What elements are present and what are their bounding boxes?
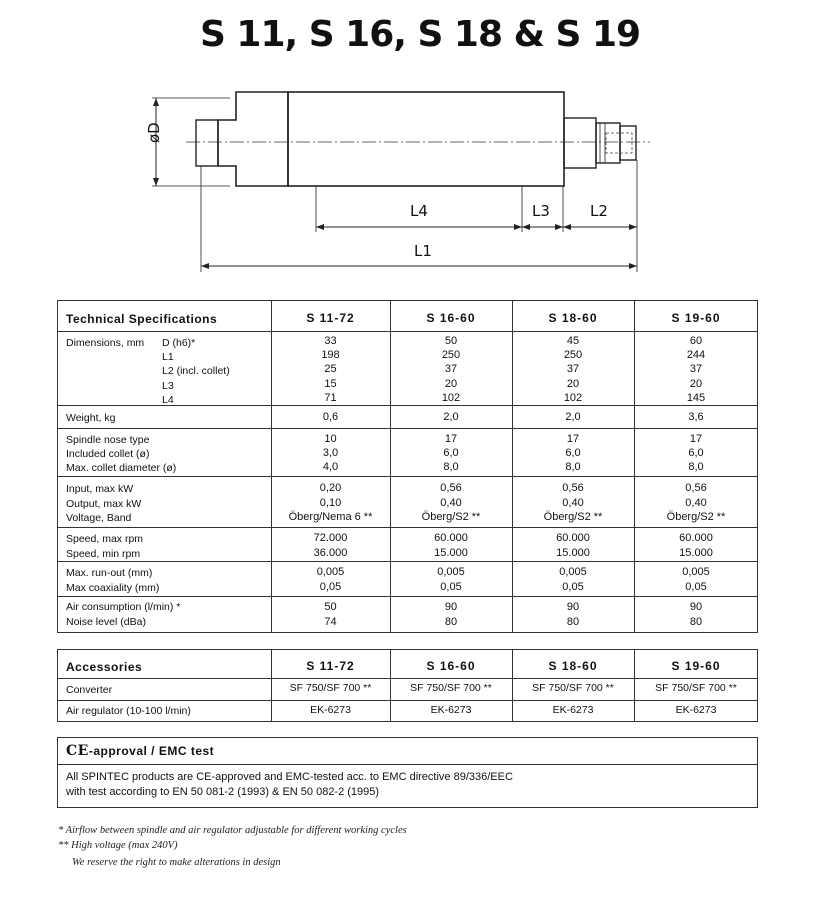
nose-value: 4,0 <box>322 461 339 473</box>
runout-value: 0,05 <box>440 580 462 593</box>
converter-value: SF 750/SF 700 ** <box>655 682 737 694</box>
spindle-drawing <box>0 0 840 290</box>
nose-value: 8,0 <box>688 461 704 473</box>
ce-mark-icon: CE <box>66 743 89 759</box>
power-value: 0,40 <box>440 496 462 509</box>
regulator-value: EK-6273 <box>310 704 351 716</box>
dim-value: 60 <box>689 335 703 347</box>
air-value: 80 <box>689 615 703 628</box>
nose-value: 3,0 <box>322 447 339 459</box>
spec-model-s11: S 11-72 <box>306 311 355 325</box>
dim-value: 102 <box>563 391 583 404</box>
ce-line-1: All SPINTEC products are CE-approved and EMC-tested acc. to EMC directive 89/336/EEC <box>66 771 513 783</box>
nose-label: Included collet (ø) <box>66 448 150 460</box>
dim-value: 50 <box>444 335 458 347</box>
footnote-voltage: ** High voltage (max 240V) <box>58 840 178 851</box>
runout-value: 0,05 <box>562 580 584 593</box>
converter-value: SF 750/SF 700 ** <box>289 682 372 694</box>
ce-approval-box <box>57 737 758 808</box>
dim-l1-label: L1 <box>414 242 432 260</box>
power-value: 0,56 <box>440 482 462 494</box>
speed-value: 60.000 <box>434 532 468 544</box>
runout-label: Max. run-out (mm) <box>66 567 153 579</box>
weight-value: 2,0 <box>565 411 581 423</box>
ce-line-2: with test according to EN 50 081-2 (1993) & EN 50 082-2 (1995) <box>66 786 380 798</box>
dim-value: 20 <box>444 377 458 390</box>
dim-value: 45 <box>566 335 580 347</box>
footnote-reserve: We reserve the right to make alterations in design <box>72 857 281 868</box>
spec-header: Technical Specifications <box>66 312 218 326</box>
regulator-label: Air regulator (10-100 l/min) <box>66 705 191 717</box>
dim-sub-l3: L3 <box>162 379 174 392</box>
accessories-header: Accessories <box>66 660 143 674</box>
ce-header <box>58 738 757 765</box>
speed-label: Speed, max rpm <box>66 533 144 545</box>
air-value: 90 <box>689 601 703 613</box>
dim-value: 250 <box>441 349 461 362</box>
air-value: 80 <box>444 615 458 628</box>
weight-value: 0,6 <box>322 411 339 423</box>
runout-value: 0,005 <box>437 566 465 578</box>
dim-l2-label: L2 <box>590 202 608 220</box>
dim-l4-label: L4 <box>410 202 428 220</box>
power-value: Öberg/Nema 6 ** <box>288 511 373 523</box>
dim-value: 198 <box>321 349 340 362</box>
dim-value: 20 <box>689 377 703 390</box>
dim-value: 33 <box>324 335 337 347</box>
nose-value: 17 <box>689 433 703 445</box>
runout-value: 0,005 <box>316 566 345 578</box>
weight-label: Weight, kg <box>66 412 116 424</box>
power-value: 0,56 <box>562 482 584 494</box>
power-value: 0,56 <box>685 482 707 494</box>
dim-value: 20 <box>566 377 580 390</box>
runout-value: 0,005 <box>682 566 710 578</box>
air-value: 90 <box>566 601 580 613</box>
dim-sub-l2: L2 (incl. collet) <box>162 365 230 378</box>
nose-value: 6,0 <box>443 447 459 459</box>
weight-value: 3,6 <box>688 411 704 423</box>
footnote-airflow: * Airflow between spindle and air regulator adjustable for different working cycles <box>58 825 407 836</box>
power-value: 0,20 <box>319 482 342 494</box>
nose-value: 17 <box>444 433 458 445</box>
acc-model-s11: S 11-72 <box>306 659 355 673</box>
dim-sub-d: D (h6)* <box>162 337 196 349</box>
dim-value: 250 <box>563 349 583 362</box>
nose-value: 6,0 <box>688 447 704 459</box>
speed-value: 15.000 <box>679 546 713 559</box>
spec-model-s19: S 19-60 <box>671 311 721 325</box>
air-value: 74 <box>324 615 337 628</box>
power-label: Input, max kW <box>66 483 134 495</box>
speed-value: 72.000 <box>313 532 348 544</box>
speed-value: 15.000 <box>434 546 468 559</box>
dim-value: 37 <box>444 363 458 376</box>
acc-model-s18: S 18-60 <box>548 659 598 673</box>
dim-d-label: øD <box>145 122 163 143</box>
dim-sub-l1: L1 <box>162 351 174 364</box>
spec-model-s18: S 18-60 <box>548 311 598 325</box>
dim-value: 37 <box>689 363 703 376</box>
regulator-value: EK-6273 <box>675 704 717 716</box>
dim-value: 71 <box>324 391 337 404</box>
air-value: 50 <box>324 601 337 613</box>
runout-label: Max coaxiality (mm) <box>66 581 160 594</box>
speed-value: 15.000 <box>556 546 590 559</box>
acc-model-s16: S 16-60 <box>426 659 476 673</box>
air-label: Noise level (dBa) <box>66 615 146 628</box>
dim-l3-label: L3 <box>532 202 550 220</box>
dim-value: 37 <box>566 363 580 376</box>
converter-value: SF 750/SF 700 ** <box>532 682 614 694</box>
power-label: Output, max kW <box>66 497 142 510</box>
power-value: 0,10 <box>319 496 342 509</box>
acc-model-s19: S 19-60 <box>671 659 721 673</box>
regulator-value: EK-6273 <box>552 704 594 716</box>
nose-label: Spindle nose type <box>66 434 150 446</box>
power-value: 0,40 <box>562 496 584 509</box>
speed-value: 60.000 <box>679 532 713 544</box>
nose-value: 8,0 <box>565 461 581 473</box>
speed-value: 36.000 <box>313 546 348 559</box>
dim-value: 102 <box>441 391 461 404</box>
air-value: 80 <box>566 615 580 628</box>
air-label: Air consumption (l/min) * <box>66 601 181 613</box>
power-value: 0,40 <box>685 496 707 509</box>
regulator-value: EK-6273 <box>430 704 472 716</box>
power-value: Öberg/S2 ** <box>666 511 726 523</box>
dim-value: 145 <box>686 391 706 404</box>
nose-value: 8,0 <box>443 461 459 473</box>
nose-value: 17 <box>566 433 580 445</box>
runout-value: 0,05 <box>685 580 707 593</box>
page-title: S 11, S 16, S 18 & S 19 <box>199 14 641 55</box>
nose-value: 6,0 <box>565 447 581 459</box>
spec-model-s16: S 16-60 <box>426 311 476 325</box>
nose-label: Max. collet diameter (ø) <box>66 462 177 474</box>
air-value: 90 <box>444 601 458 613</box>
dim-value: 25 <box>324 363 337 376</box>
converter-value: SF 750/SF 700 ** <box>410 682 492 694</box>
power-value: Öberg/S2 ** <box>543 511 603 523</box>
nose-value: 10 <box>324 433 337 445</box>
runout-value: 0,005 <box>559 566 587 578</box>
ce-header-text: -approval / EMC test <box>88 744 215 758</box>
footnotes <box>58 823 407 870</box>
dim-sub-l4: L4 <box>162 393 174 406</box>
converter-label: Converter <box>66 684 113 696</box>
runout-value: 0,05 <box>319 580 342 593</box>
dimensions-label: Dimensions, mm <box>66 337 145 349</box>
weight-value: 2,0 <box>443 411 459 423</box>
power-label: Voltage, Band <box>66 512 132 524</box>
power-value: Öberg/S2 ** <box>421 511 481 523</box>
dim-value: 244 <box>686 349 706 362</box>
dim-value: 15 <box>324 377 337 390</box>
speed-label: Speed, min rpm <box>66 547 141 560</box>
speed-value: 60.000 <box>556 532 590 544</box>
